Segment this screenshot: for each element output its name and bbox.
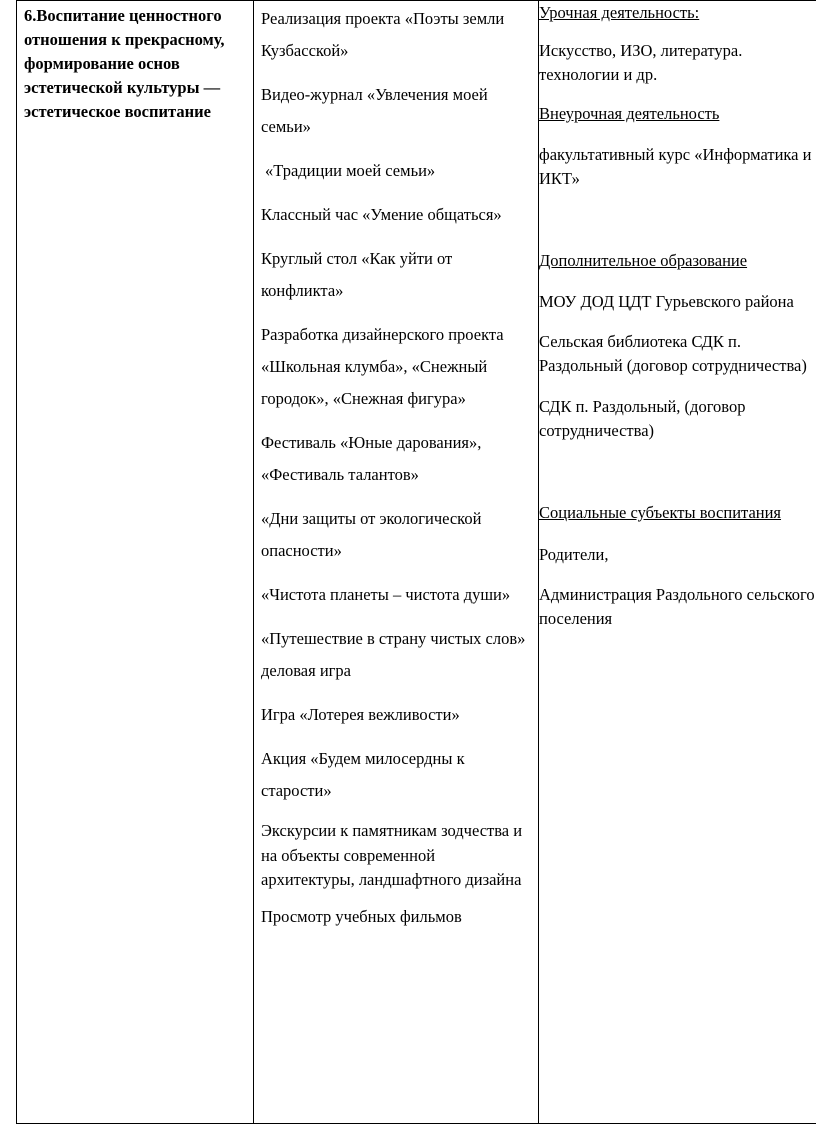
direction-cell [17, 1, 254, 1124]
event-item: Реализация проекта «Поэты земли Кузбасской» [261, 9, 505, 60]
table-row [17, 1, 816, 1124]
event-item: Разработка дизайнерского проекта «Школьная клумба», «Снежный городок», «Снежная фигура» [261, 325, 504, 408]
extracurricular-entry: факультативный курс «Информатика и ИКТ» [539, 145, 812, 188]
additional-entry: МОУ ДОД ЦДТ Гурьевского района [539, 292, 794, 311]
event-item: Видео-журнал «Увлечения моей семьи» [261, 85, 488, 136]
social-entry: Родители, [539, 545, 609, 564]
program-table [16, 0, 816, 1124]
event-item: Акция «Будем милосердны к старости» [261, 749, 465, 800]
events-cell [254, 1, 539, 1124]
event-item: «Традиции моей семьи» [265, 161, 436, 180]
direction-title: 6.Воспитание ценностного отношения к прекрасному, формирование основ эстетической культуры — эстетическое воспитание [24, 6, 225, 121]
social-entry: Администрация Раздольного сельского поселения [539, 585, 815, 628]
event-item: Игра «Лотерея вежливости» [261, 705, 460, 724]
event-item: Фестиваль «Юные дарования», «Фестиваль талантов» [261, 433, 482, 484]
additional-heading: Дополнительное образование [539, 251, 748, 270]
event-item: Круглый стол «Как уйти от конфликта» [261, 249, 453, 300]
event-item: Классный час «Умение общаться» [261, 205, 502, 224]
additional-entry: СДК п. Раздольный, (договор сотрудничества) [539, 397, 746, 440]
event-item: «Дни защиты от экологической опасности» [261, 509, 482, 560]
social-heading: Социальные субъекты воспитания [539, 503, 782, 522]
event-item: Просмотр учебных фильмов [261, 906, 462, 926]
event-item: Экскурсии к памятникам зодчества и на объекты современной архитектуры, ландшафтного дизайна [261, 821, 523, 889]
lesson-heading: Урочная деятельность: [539, 3, 700, 22]
forms-cell [539, 1, 816, 1124]
event-item: «Путешествие в страну чистых слов» деловая игра [261, 629, 526, 680]
event-item: «Чистота планеты – чистота души» [261, 585, 511, 604]
additional-entry: Сельская библиотека СДК п. Раздольный (договор сотрудничества) [539, 332, 807, 375]
events-list [254, 1, 538, 929]
lesson-entry: Искусство, ИЗО, литература. технологии и др. [539, 41, 743, 84]
extracurricular-heading: Внеурочная деятельность [539, 104, 720, 123]
